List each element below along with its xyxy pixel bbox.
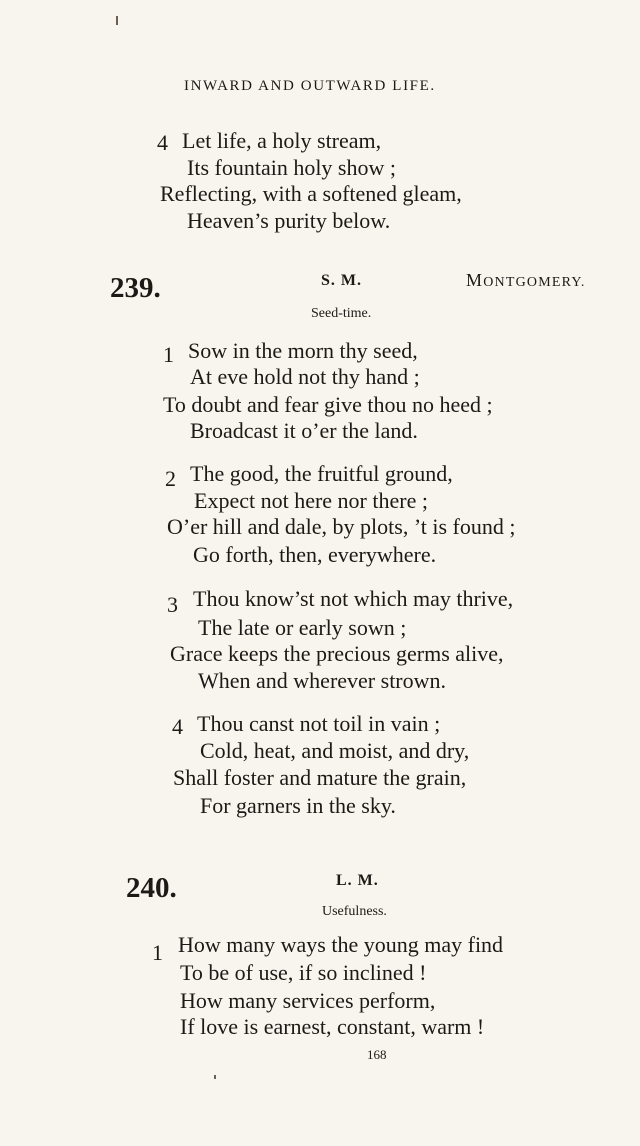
author-name <box>466 270 586 291</box>
verse-number: 3 <box>167 592 178 617</box>
print-speck <box>116 16 118 25</box>
page-number: 168 <box>367 1047 387 1062</box>
verse-line: When and wherever strown. <box>198 668 447 693</box>
verse-line: Broadcast it o’er the land. <box>190 418 418 443</box>
verse-line: The late or early sown ; <box>198 615 407 640</box>
verse-line: How many services perform, <box>180 988 436 1013</box>
hymn-subtitle: Seed-time. <box>311 306 372 321</box>
hymn-subtitle: Usefulness. <box>322 904 387 919</box>
verse-number: 2 <box>165 466 176 491</box>
verse-line: To be of use, if so inclined ! <box>180 960 427 985</box>
verse-line: Sow in the morn thy seed, <box>188 338 418 363</box>
verse-line: Its fountain holy show ; <box>187 155 396 180</box>
author-initial: M <box>466 270 484 290</box>
verse-line: Expect not here nor there ; <box>194 488 428 513</box>
hymn-number: 239. <box>110 272 161 304</box>
verse-line: The good, the fruitful ground, <box>190 461 453 486</box>
verse-line: Go forth, then, everywhere. <box>193 542 437 567</box>
hymn-number: 240. <box>126 872 177 904</box>
verse-line: O’er hill and dale, by plots, ’t is found ; <box>167 514 516 539</box>
verse-number: 4 <box>157 130 168 155</box>
verse-line: Shall foster and mature the grain, <box>173 765 467 790</box>
verse-number: 4 <box>172 714 183 739</box>
verse-line: How many ways the young may find <box>178 932 504 957</box>
verse-line: If love is earnest, constant, warm ! <box>180 1014 485 1039</box>
author-rest: ONTGOMERY. <box>483 275 586 290</box>
verse-line: Let life, a holy stream, <box>182 128 382 153</box>
verse-line: Grace keeps the precious germs alive, <box>170 641 504 666</box>
meter-label: S. M. <box>321 272 362 289</box>
verse-line: Heaven’s purity below. <box>187 208 391 233</box>
verse-line: To doubt and fear give thou no heed ; <box>163 392 493 417</box>
running-header: INWARD AND OUTWARD LIFE. <box>184 78 436 94</box>
verse-line: For garners in the sky. <box>200 793 396 818</box>
verse-line: Thou canst not toil in vain ; <box>197 711 441 736</box>
verse-line: Thou know’st not which may thrive, <box>193 586 514 611</box>
verse-line: Cold, heat, and moist, and dry, <box>200 738 470 763</box>
verse-number: 1 <box>163 342 174 367</box>
meter-label: L. M. <box>336 872 379 889</box>
print-speck <box>214 1075 216 1079</box>
verse-line: Reflecting, with a softened gleam, <box>160 181 462 206</box>
verse-line: At eve hold not thy hand ; <box>190 364 420 389</box>
verse-number: 1 <box>152 940 163 965</box>
